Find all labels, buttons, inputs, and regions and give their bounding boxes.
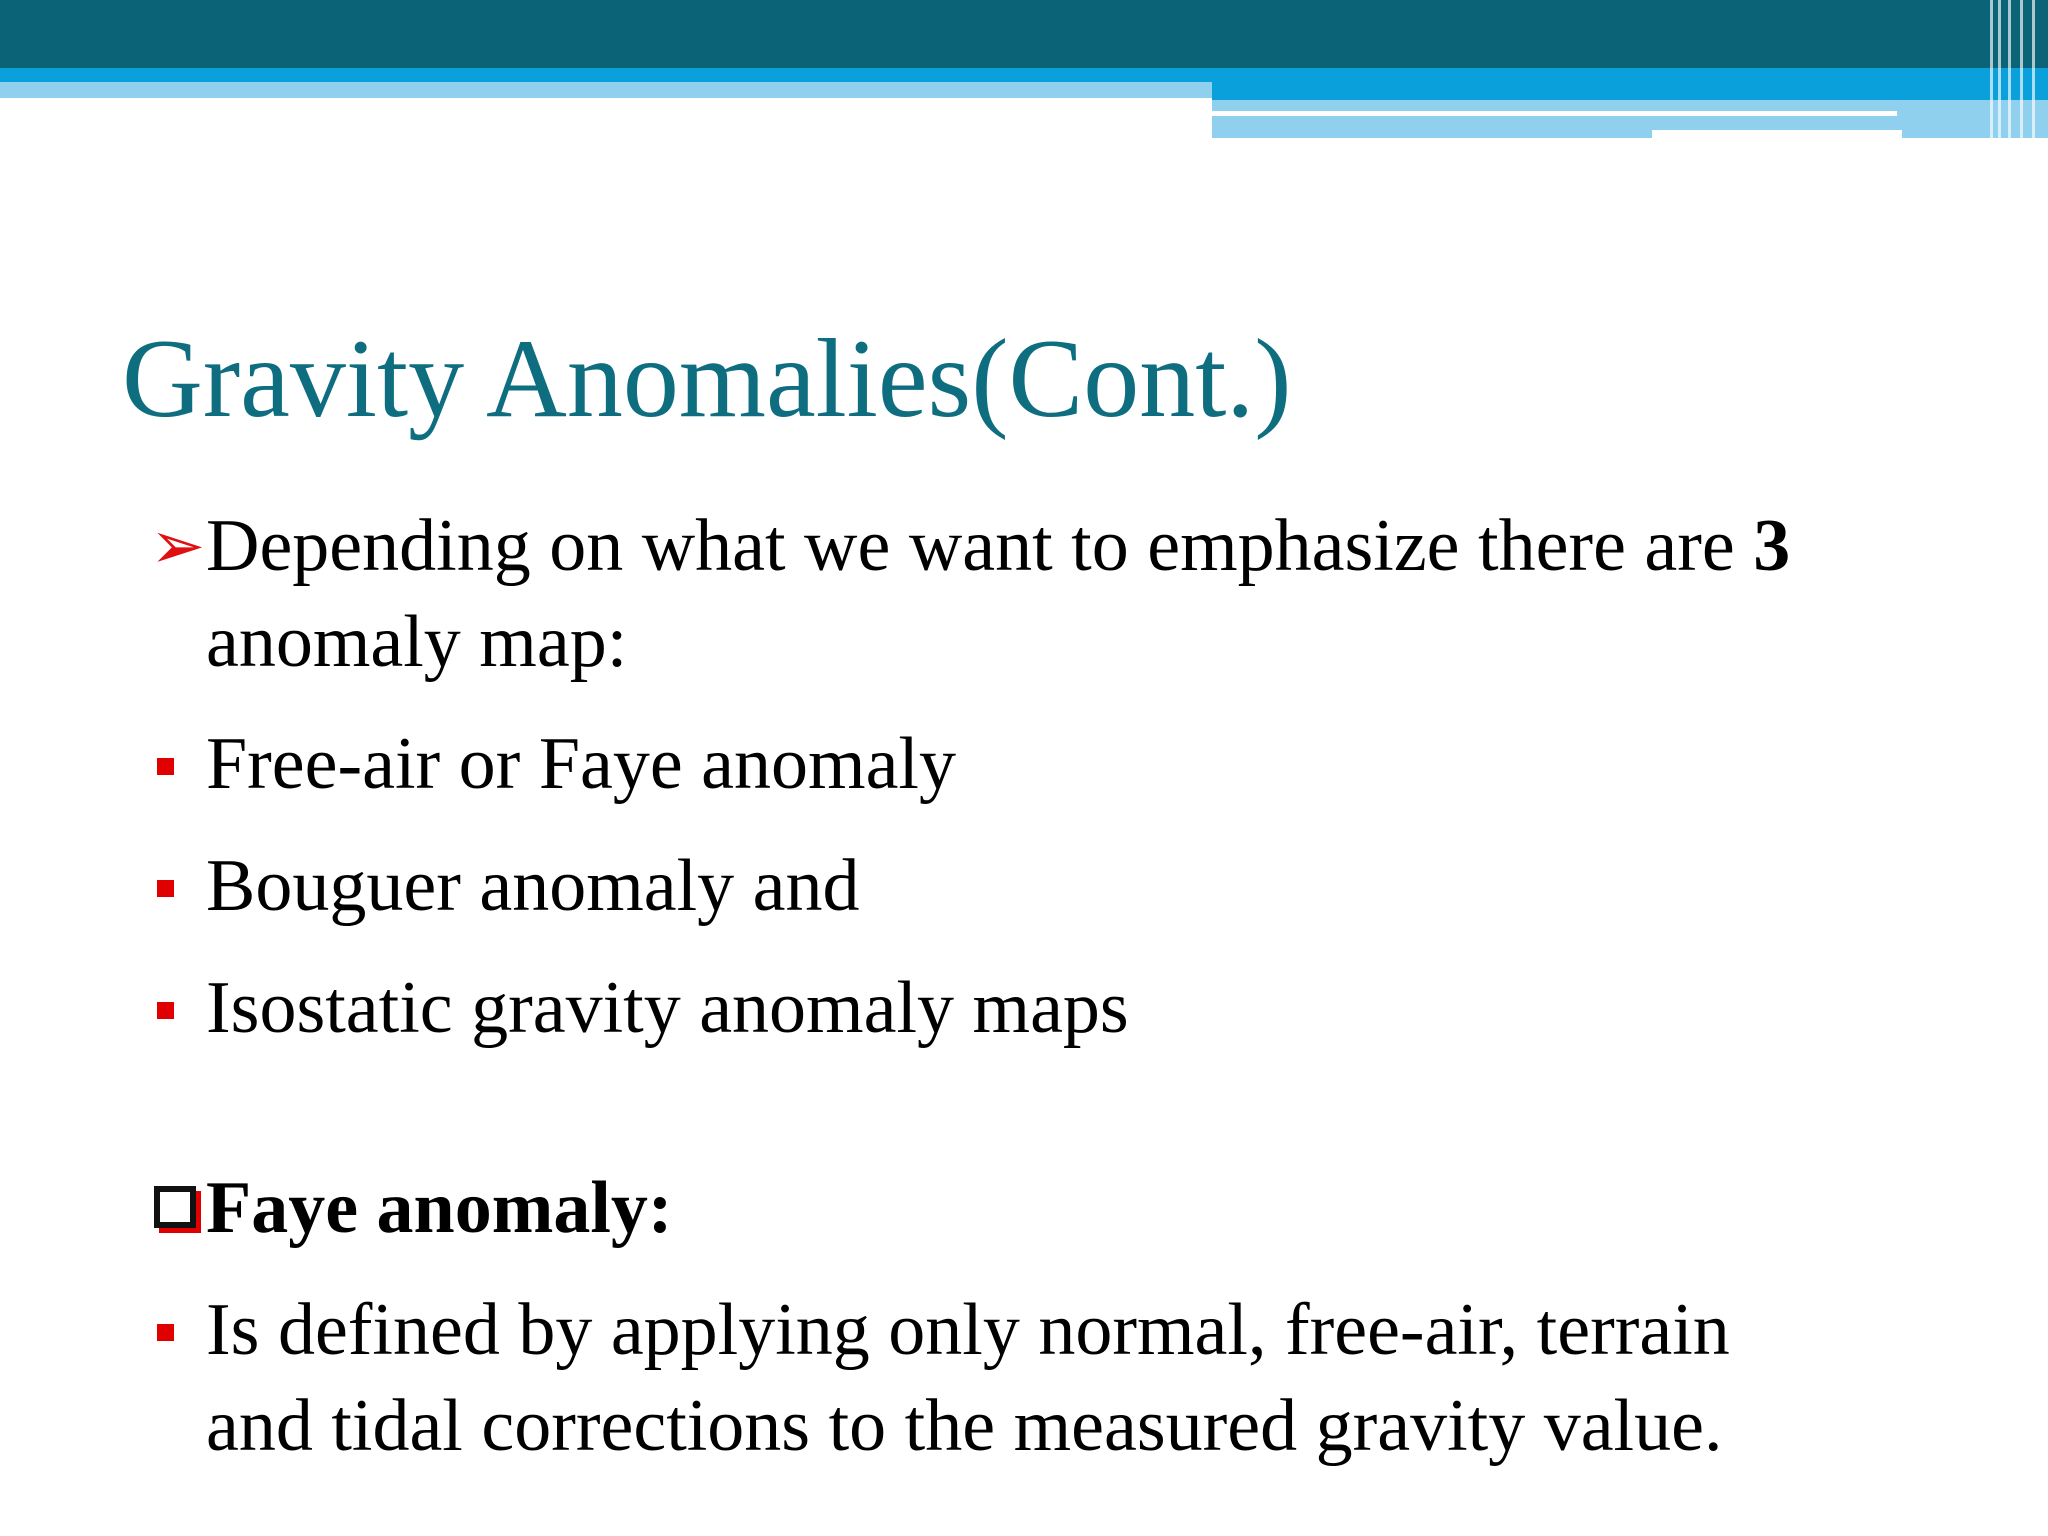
- red-square-icon: [157, 1324, 174, 1341]
- red-square-icon: [157, 1002, 174, 1019]
- header-white-stub: [1652, 130, 1902, 138]
- slide-body: [150, 498, 2030, 1500]
- red-square-icon: [157, 880, 174, 897]
- header-stripe: [2032, 0, 2035, 138]
- definition-item: [150, 1282, 2030, 1378]
- list-item-text: Free-air or Faye anomaly: [206, 723, 956, 805]
- definition-line-1: Is defined by applying only normal, free-air, terrain: [206, 1289, 1730, 1371]
- header-stripe: [1990, 0, 1993, 138]
- header-band-dark: [0, 0, 2048, 68]
- list-item-text: Isostatic gravity anomaly maps: [206, 967, 1129, 1049]
- checkbox-icon: [154, 1186, 196, 1228]
- header-band-pale-right: [1212, 100, 2048, 138]
- header-stripe: [2020, 0, 2023, 138]
- header-white-line: [1212, 111, 1897, 116]
- spacer: [150, 1082, 2030, 1160]
- intro-number: 3: [1753, 505, 1791, 587]
- list-item: [150, 960, 2030, 1056]
- slide-title: Gravity Anomalies(Cont.): [122, 317, 1292, 441]
- header-band-blue-right: [1212, 68, 2048, 100]
- section-heading-text: Faye anomaly:: [206, 1167, 673, 1249]
- section-heading: [150, 1160, 2030, 1256]
- header-stripe: [2008, 0, 2011, 138]
- red-arrowhead-icon: ➢: [150, 507, 206, 584]
- intro-text: Depending on what we want to emphasize there are: [206, 505, 1754, 587]
- intro-continuation: anomaly map:: [206, 601, 628, 683]
- intro-item: [150, 498, 2030, 594]
- red-square-icon: [157, 758, 174, 775]
- list-item: [150, 716, 2030, 812]
- header-band-pale: [0, 82, 1212, 98]
- header-stripe: [1998, 0, 2001, 138]
- header-band-blue: [0, 68, 1212, 82]
- list-item-text: Bouguer anomaly and: [206, 845, 860, 927]
- definition-line-2: and tidal corrections to the measured gravity value.: [206, 1385, 1723, 1467]
- list-item: [150, 838, 2030, 934]
